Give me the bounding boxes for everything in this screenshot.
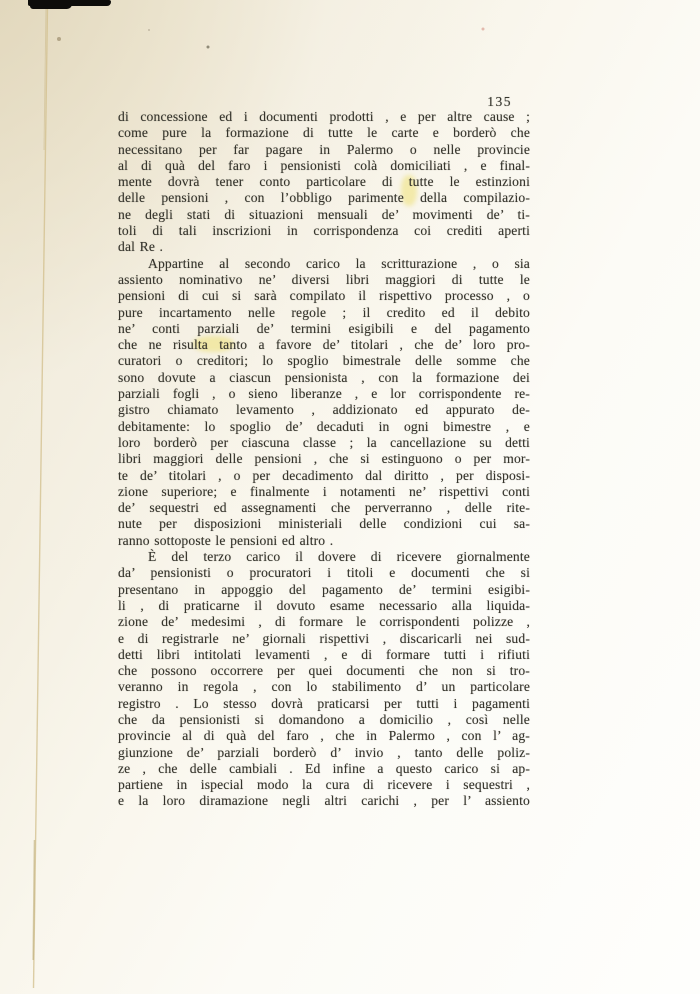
text-line: loro borderò per ciascuna classe ; la cancellazione su detti: [118, 434, 530, 450]
paragraph: [118, 256, 530, 549]
text-line: te de’ titolari , o per decadimento dal diritto , per disposi-: [118, 467, 530, 483]
text-line: ne degli stati di situazioni mensuali de’ movimenti de’ ti-: [118, 206, 530, 222]
text-line: partiene in ispecial modo la cura di ricevere i sequestri ,: [118, 777, 530, 793]
text-line: Appartine al secondo carico la scritturazione , o sia: [148, 255, 530, 271]
text-line: nute per disposizioni ministeriali delle condizioni cui sa-: [118, 516, 530, 532]
text-line: al di quà del faro i pensionisti colà domiciliati , e final-: [118, 157, 530, 173]
text-line: ranno sottoposte le pensioni ed altro .: [118, 532, 334, 548]
text-line: de’ sequestri ed assegnamenti che perverranno , delle rite-: [118, 500, 530, 516]
text-line: dal Re .: [118, 239, 164, 255]
text-line: giunzione de’ parziali borderò d’ invio , tanto delle poliz-: [118, 744, 530, 760]
ink-smudge-mark: [28, 0, 111, 6]
text-line: presentano in appoggio del pagamento de’ termini esigibi-: [118, 581, 530, 597]
text-line: debitamente: lo spoglio de’ decaduti in ogni bimestre , e: [118, 418, 530, 434]
text-line: delle pensioni , con l’obbligo parimente della compilazio-: [118, 190, 530, 206]
text-line: che possono occorrere per quei documenti che non si tro-: [118, 663, 530, 679]
text-line: toli di tali inscrizioni in corrispondenza coi crediti aperti: [118, 223, 530, 239]
text-line: registro . Lo stesso dovrà praticarsi per tutti i pagamenti: [118, 695, 530, 711]
text-line: di concessione ed i documenti prodotti , e per altre cause ;: [118, 109, 530, 124]
text-line: li , di praticarne il dovuto esame necessario alla liquida-: [118, 597, 530, 613]
paragraph: [118, 109, 530, 256]
text-line: che ne risulta tanto a favore de’ titolari , che de’ loro pro-: [118, 337, 530, 353]
text-line: zione de’ medesimi , di formare le corrispondenti polizze ,: [118, 614, 530, 630]
page-number: 135: [487, 94, 512, 109]
text-line: zione superiore; e finalmente i notamenti ne’ rispettivi conti: [118, 483, 530, 499]
text-line: pensioni di cui si sarà compilato il rispettivo processo , o: [118, 288, 530, 304]
text-line: che da pensionisti si domandono a domicilio , così nelle: [118, 711, 530, 727]
text-line: veranno in regola , con lo stabilimento d’ un particolare: [118, 679, 530, 695]
text-line: gistro chiamato levamento , addizionato ed appurato de-: [118, 402, 530, 418]
text-line: detti libri intitolati levamenti , e di formare tutti i rifiuti: [118, 646, 530, 662]
text-line: assiento nominativo ne’ diversi libri maggiori di tutte le: [118, 271, 530, 287]
text-line: da’ pensionisti o procuratori i titoli e documenti che si: [118, 565, 530, 581]
text-line: parziali fogli , o sieno liberanze , e lor corrispondente re-: [118, 386, 530, 402]
paragraph: [118, 549, 530, 810]
paper-specks: [0, 0, 2, 2]
text-line: e la loro diramazione negli altri carichi , per l’ assiento: [118, 793, 530, 809]
text-line: necessitano per far pagare in Palermo o nelle provincie: [118, 141, 530, 157]
text-line: sono dovute a ciascun pensionista , con la formazione dei: [118, 369, 530, 385]
text-line: È del terzo carico il dovere di ricevere giornalmente: [148, 549, 530, 565]
text-line: e di registrarle ne’ giornali rispettivi , discaricarli nei sud-: [118, 630, 530, 646]
page-text: [118, 109, 530, 810]
text-line: provincie al di quà del faro , che in Palermo , con l’ ag-: [118, 728, 530, 744]
text-line: curatori o creditori; lo spoglio bimestrale delle somme che: [118, 353, 530, 369]
text-line: mente dovrà tener conto particolare di tutte le estinzioni: [118, 174, 530, 190]
text-line: libri maggiori delle pensioni , che si estinguono o per mor-: [118, 451, 530, 467]
text-line: come pure la formazione di tutte le carte e borderò che: [118, 125, 530, 141]
text-line: pure incartamento nelle regole ; il credito ed il debito: [118, 304, 530, 320]
text-line: ze , che delle cambiali . Ed infine a questo carico si ap-: [118, 760, 530, 776]
text-line: ne’ conti parziali de’ termini esigibili e del pagamento: [118, 320, 530, 336]
